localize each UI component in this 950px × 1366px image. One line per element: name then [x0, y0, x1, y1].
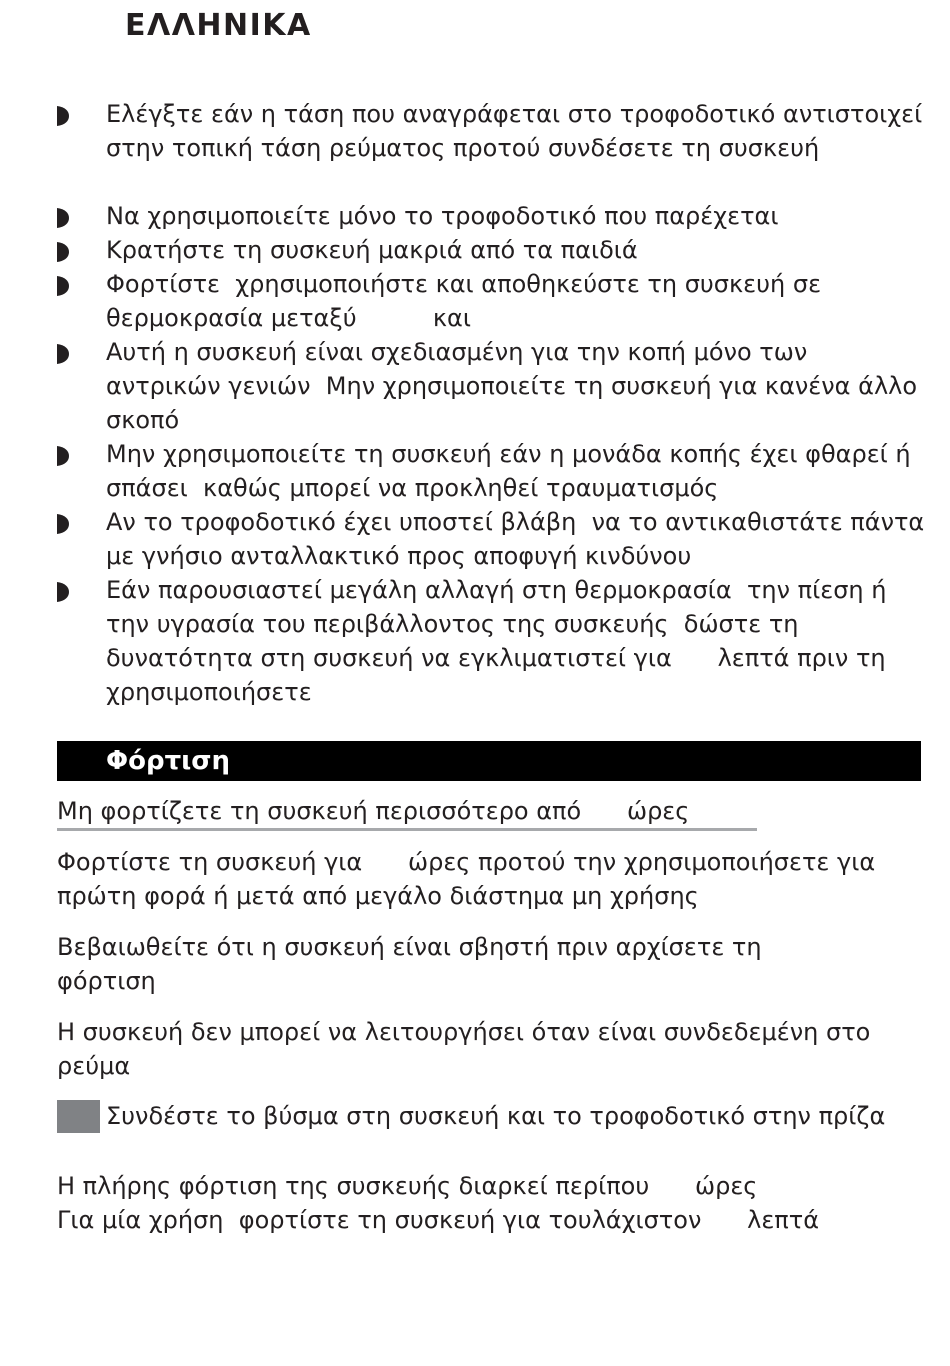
- bullet-arrow-icon: [57, 582, 69, 602]
- step-number-box: [57, 1100, 100, 1133]
- list-item: [57, 267, 927, 335]
- bullet-text: Μην χρησιμοποιείτε τη συσκευή εάν η μονάδα κοπής έχει φθαρεί ή σπάσει καθώς μπορεί να προκληθεί τραυματισμός: [106, 440, 919, 502]
- bullet-arrow-icon: [57, 276, 69, 296]
- bullet-arrow-icon: [57, 106, 69, 126]
- bullet-text: Φορτίστε χρησιμοποιήστε και αποθηκεύστε τη συσκευή σε θερμοκρασία μεταξύ και: [106, 270, 829, 332]
- charging-paragraph: Η συσκευή δεν μπορεί να λειτουργήσει όταν είναι συνδεδεμένη στο ρεύμα: [57, 1018, 871, 1080]
- bullet-text: Ελέγξτε εάν η τάση που αναγράφεται στο τροφοδοτικό αντιστοιχεί στην τοπική τάση ρεύματος προτού συνδέσετε τη συσκευή: [106, 100, 923, 162]
- charging-note: Η πλήρης φόρτιση της συσκευής διαρκεί περίπου ώρες: [57, 1172, 758, 1200]
- charging-warning: Μη φορτίζετε τη συσκευή περισσότερο από ώρες: [57, 794, 757, 831]
- list-item: [57, 505, 932, 573]
- bullet-text: Κρατήστε τη συσκευή μακριά από τα παιδιά: [106, 236, 638, 264]
- bullet-arrow-icon: [57, 446, 69, 466]
- list-item: [57, 199, 927, 233]
- bullet-text: Να χρησιμοποιείτε μόνο το τροφοδοτικό που παρέχεται: [106, 202, 779, 230]
- charging-paragraph: Βεβαιωθείτε ότι η συσκευή είναι σβηστή πριν αρχίσετε τη φόρτιση: [57, 933, 762, 995]
- charging-paragraph: Φορτίστε τη συσκευή για ώρες προτού την χρησιμοποιήσετε για πρώτη φορά ή μετά από μεγάλο διάστημα μη χρήσης: [57, 848, 883, 910]
- language-heading: ΕΛΛΗΝΙΚΑ: [125, 8, 312, 43]
- section-title: Φόρτιση: [106, 746, 231, 776]
- section-header-bar: [57, 741, 921, 781]
- list-item: [57, 97, 927, 199]
- list-item: [57, 233, 927, 267]
- charging-note: Για μία χρήση φορτίστε τη συσκευή για τουλάχιστον λεπτά: [57, 1206, 820, 1234]
- list-item: [57, 437, 927, 505]
- bullet-text: Εάν παρουσιαστεί μεγάλη αλλαγή στη θερμοκρασία την πίεση ή την υγρασία του περιβάλλοντος της συσκευής δώστε τη δυνατότητα στη συσκευή να εγκλιματιστεί για λεπτά πριν τη χρησιμοποιήσετε: [106, 576, 895, 706]
- bullet-arrow-icon: [57, 344, 69, 364]
- safety-bullet-list: [57, 97, 932, 709]
- bullet-arrow-icon: [57, 242, 69, 262]
- step-text: Συνδέστε το βύσμα στη συσκευή και το τροφοδοτικό στην πρίζα: [106, 1102, 886, 1130]
- bullet-arrow-icon: [57, 514, 69, 534]
- bullet-arrow-icon: [57, 208, 69, 228]
- bullet-text: Αυτή η συσκευή είναι σχεδιασμένη για την κοπή μόνο των αντρικών γενιών Μην χρησιμοποιείτε τη συσκευή για κανένα άλλο σκοπό: [106, 338, 925, 434]
- bullet-text: Αν το τροφοδοτικό έχει υποστεί βλάβη να το αντικαθιστάτε πάντα με γνήσιο ανταλλακτικό προς αποφυγή κινδύνου: [106, 508, 932, 570]
- list-item: [57, 335, 927, 437]
- list-item: [57, 573, 927, 709]
